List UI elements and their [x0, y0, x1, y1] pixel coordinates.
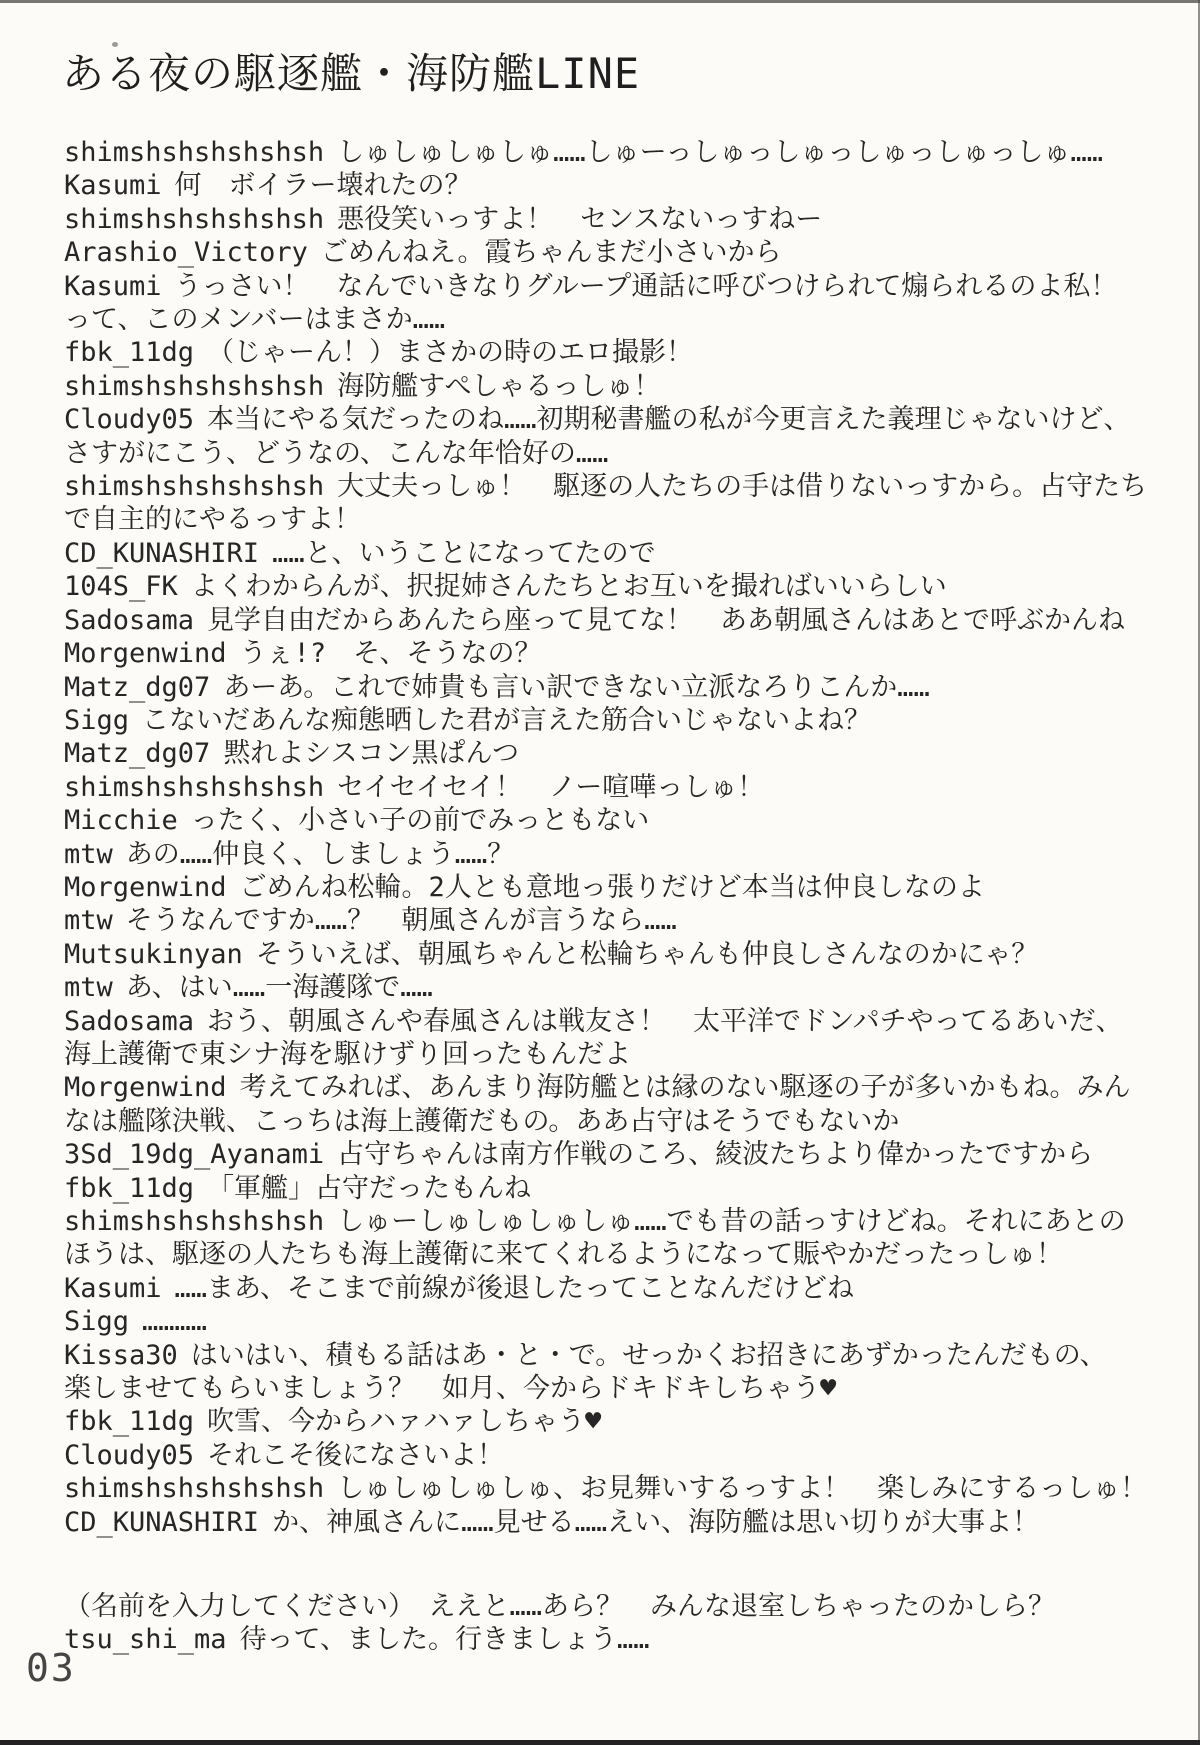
chat-line	[64, 871, 1154, 904]
chat-message: こないだあんな痴態晒した君が言えた筋合いじゃないよね？	[142, 704, 872, 736]
chat-message: それこそ後になさいよ！	[207, 1439, 505, 1471]
chat-line-continuation	[64, 1105, 1154, 1138]
chat-line	[64, 1439, 1154, 1472]
chat-line	[64, 236, 1154, 269]
chat-line	[64, 1205, 1154, 1238]
chat-username: Morgenwind	[64, 1072, 227, 1104]
chat-username: shimshshshshshsh	[64, 771, 325, 803]
chat-line	[64, 704, 1154, 737]
chat-message: 「軍艦」占守だったもんね	[207, 1172, 532, 1204]
chat-line-continuation	[64, 1372, 1154, 1405]
chat-line	[64, 136, 1154, 169]
chat-message: って、このメンバーはまさか……	[64, 304, 446, 336]
chat-message: ったく、小さい子の前でみっともない	[190, 805, 650, 837]
chat-line	[64, 737, 1154, 770]
chat-message: しゅしゅしゅしゅ、お見舞いするっすよ！ 楽しみにするっしゅ！	[337, 1473, 1148, 1505]
page-title: ある夜の駆逐艦・海防艦LINE	[62, 49, 641, 98]
chat-message: はいはい、積もる話はあ・と・で。せっかくお招きにあずかったんだもの、	[190, 1339, 1107, 1371]
chat-message: ごめんね松輪。2人とも意地っ張りだけど本当は仲良しなのよ	[239, 871, 985, 903]
chat-message: か、神風さんに……見せる……えい、海防艦は思い切りが大事よ！	[272, 1506, 1040, 1538]
chat-message: うっさい！ なんでいきなりグループ通話に呼びつけられて煽られるのよ私！	[174, 270, 1118, 302]
chat-line-continuation	[64, 437, 1154, 470]
chat-username: Sigg	[64, 704, 130, 736]
chat-username: Cloudy05	[64, 1439, 195, 1471]
chat-message: 悪役笑いっすよ！ センスないっすねー	[337, 203, 823, 235]
chat-line	[64, 1472, 1154, 1505]
chat-line	[64, 169, 1154, 202]
chat-message: 本当にやる気だったのね……初期秘書艦の私が今更言えた義理じゃないけど、	[207, 404, 1131, 436]
chat-username: Kasumi	[64, 1272, 162, 1304]
chat-line	[64, 838, 1154, 871]
chat-line	[64, 771, 1154, 804]
chat-line	[64, 1138, 1154, 1171]
chat-line	[64, 904, 1154, 937]
chat-message: 見学自由だからあんたら座って見てな！ ああ朝風さんはあとで呼ぶかんね	[207, 604, 1126, 636]
chat-username: Kasumi	[64, 270, 162, 302]
chat-username: Kasumi	[64, 170, 162, 202]
chat-username: shimshshshshshsh	[64, 1206, 325, 1237]
chat-message: （じゃーん！）まさかの時のエロ撮影！	[207, 337, 694, 369]
chat-message: しゅーしゅしゅしゅしゅ……でも昔の話っすけどね。それにあとの	[337, 1206, 1126, 1237]
chat-message: セイセイセイ！ ノー喧嘩っしゅ！	[337, 771, 765, 803]
chat-username: Sigg	[64, 1306, 130, 1338]
chat-line	[64, 1071, 1154, 1104]
chat-line	[64, 804, 1154, 837]
chat-message: おう、朝風さんや春風さんは戦友さ！ 太平洋でドンパチやってるあいだ、	[207, 1005, 1123, 1037]
chat-message: ……まあ、そこまで前線が後退したってことなんだけどね	[174, 1272, 854, 1304]
chat-message: なは艦隊決戦、こっちは海上護衛だもの。ああ占守はそうでもないか	[64, 1105, 900, 1137]
chat-line-continuation	[64, 303, 1154, 336]
chat-username: 3Sd_19dg_Ayanami	[64, 1139, 325, 1171]
chat-line	[64, 370, 1154, 403]
chat-line	[64, 270, 1154, 303]
chat-message: （名前を入力してください） ええと……あら？ みんな退室しちゃったのかしら？	[64, 1591, 1056, 1622]
chat-message: 占守ちゃんは南方作戦のころ、綾波たちより偉かったですから	[337, 1139, 1094, 1171]
chat-username: shimshshshshshsh	[64, 1473, 325, 1505]
chat-username: Cloudy05	[64, 404, 195, 436]
chat-line	[64, 1506, 1154, 1539]
chat-log-ending	[64, 1590, 1154, 1657]
chat-message: あの……仲良く、しましょう……？	[125, 838, 515, 870]
chat-username: shimshshshshshsh	[64, 203, 325, 235]
chat-line	[64, 1623, 1154, 1656]
chat-line	[64, 1005, 1154, 1038]
chat-message: 考えてみれば、あんまり海防艦とは縁のない駆逐の子が多いかもね。みん	[239, 1072, 1131, 1104]
chat-message: 待って、ました。行きましょう……	[239, 1624, 650, 1656]
chat-line	[64, 470, 1154, 503]
chat-line	[64, 1405, 1154, 1438]
chat-line	[64, 971, 1154, 1004]
chat-username: Micchie	[64, 805, 178, 837]
chat-line	[64, 537, 1154, 570]
scan-speck	[112, 42, 118, 47]
chat-username: tsu_shi_ma	[64, 1624, 227, 1656]
chat-username: mtw	[64, 972, 113, 1004]
chat-message: しゅしゅしゅしゅ……しゅーっしゅっしゅっしゅっしゅっしゅ……	[337, 137, 1104, 168]
chat-message: で自主的にやるっすよ！	[64, 504, 361, 536]
chat-message: ほうは、駆逐の人たちも海上護衛に来てくれるようになって賑やかだったっしゅ！	[64, 1239, 1063, 1271]
chat-line-continuation	[64, 1238, 1154, 1271]
chat-message: よくわからんが、択捉姉さんたちとお互いを撮ればいいらしい	[190, 571, 947, 603]
chat-message: 吹雪、今からハァハァしちゃう♥	[207, 1406, 602, 1438]
chat-message: ……と、いうことになってたので	[272, 537, 656, 569]
chat-username: shimshshshshshsh	[64, 471, 325, 503]
chat-username: shimshshshshshsh	[64, 137, 325, 168]
chat-message: 何 ボイラー壊れたの？	[174, 170, 472, 202]
chat-username: 104S_FK	[64, 571, 178, 603]
chat-line	[64, 671, 1154, 704]
chat-username: CD_KUNASHIRI	[64, 537, 260, 569]
chat-username: mtw	[64, 838, 113, 870]
chat-line	[64, 1305, 1154, 1338]
chat-message: 大丈夫っしゅ！ 駆逐の人たちの手は借りないっすから。占守たち	[337, 471, 1148, 503]
chat-message: そういえば、朝風ちゃんと松輪ちゃんも仲良しさんなのかにゃ？	[255, 938, 1039, 970]
chat-line	[64, 403, 1154, 436]
chat-line	[64, 604, 1154, 637]
scan-edge-top	[0, 0, 1200, 3]
chat-username: Matz_dg07	[64, 671, 211, 703]
chat-line	[64, 938, 1154, 971]
chat-username: shimshshshshshsh	[64, 370, 325, 402]
chat-message: 海上護衛で東シナ海を駆けずり回ったもんだよ	[64, 1038, 631, 1070]
chat-line-continuation	[64, 1590, 1154, 1623]
chat-message: …………	[142, 1306, 208, 1338]
chat-username: Mutsukinyan	[64, 938, 243, 970]
chat-message: 黙れよシスコン黒ぱんつ	[223, 738, 519, 770]
chat-message: あ、はい……一海護隊で……	[125, 972, 433, 1004]
scan-edge-bottom	[0, 1740, 1200, 1745]
chat-line-continuation	[64, 1038, 1154, 1071]
chat-message: あーあ。これで姉貴も言い訳できない立派なろりこんか……	[223, 671, 930, 703]
chat-username: Sadosama	[64, 604, 195, 636]
chat-username: fbk_11dg	[64, 1172, 195, 1204]
chat-message: 楽しませてもらいましょう？ 如月、今からドキドキしちゃう♥	[64, 1373, 837, 1405]
chat-username: CD_KUNASHIRI	[64, 1506, 260, 1538]
chat-message: うぇ!? そ、そうなの？	[239, 638, 542, 670]
chat-line	[64, 1272, 1154, 1305]
chat-line	[64, 1339, 1154, 1372]
chat-username: Arashio_Victory	[64, 237, 308, 269]
chat-username: Kissa30	[64, 1339, 178, 1371]
chat-username: mtw	[64, 905, 113, 937]
chat-message: ごめんねえ。霞ちゃんまだ小さいから	[320, 237, 782, 269]
page-number: 03	[26, 1646, 76, 1690]
chat-line-continuation	[64, 503, 1154, 536]
chat-message: そうなんですか……？ 朝風さんが言うなら……	[125, 905, 677, 937]
chat-message: さすがにこう、どうなの、こんな年恰好の……	[64, 437, 609, 469]
chat-username: fbk_11dg	[64, 337, 195, 369]
chat-username: fbk_11dg	[64, 1406, 195, 1438]
chat-username: Sadosama	[64, 1005, 195, 1037]
chat-log	[64, 136, 1154, 1539]
chat-line	[64, 336, 1154, 369]
chat-message: 海防艦すぺしゃるっしゅ！	[337, 370, 661, 402]
chat-line	[64, 1172, 1154, 1205]
chat-username: Morgenwind	[64, 871, 227, 903]
chat-line	[64, 570, 1154, 603]
chat-line	[64, 637, 1154, 670]
chat-line	[64, 203, 1154, 236]
chat-username: Matz_dg07	[64, 738, 211, 770]
chat-username: Morgenwind	[64, 638, 227, 670]
